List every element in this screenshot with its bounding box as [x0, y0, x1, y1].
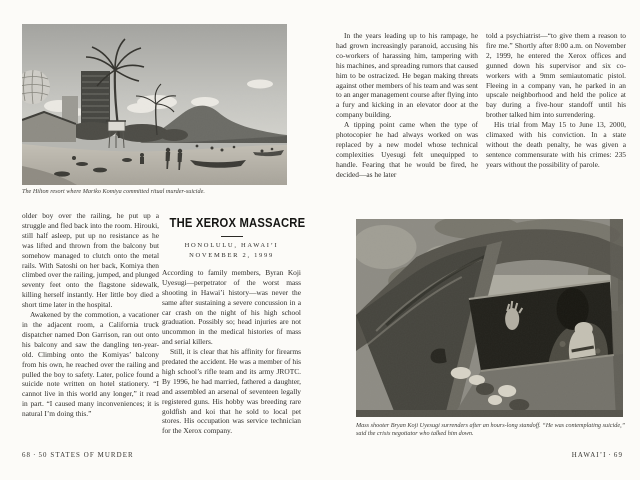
beach-photo-illustration — [22, 24, 287, 185]
footer-separator: · — [33, 452, 37, 459]
book-title: 50 STATES OF MURDER — [38, 452, 134, 459]
paragraph: A tipping point came when the type of photocopier he had always worked on was replaced by a new model whose technical complexities Uyesugi felt unequipped to handle. Fearing that he would be fired, he decided—as he later — [336, 120, 478, 179]
paragraph: told a psychiatrist—“to give them a reason to fire me.” Shortly after 8:00 a.m. on November 2, 1999, he entered the Xerox offices and gunned down his supervisor and six co-workers with a 9mm semiautomatic pistol. Fleeing in a company van, he parked in an upscale neighborhood and held the police at bay during a five-hour standoff until his brother talked him into surrendering. — [486, 31, 626, 120]
surrender-photo-illustration — [356, 219, 623, 417]
right-page-column-1 — [336, 31, 478, 180]
paragraph: Still, it is clear that his affinity for firearms predated the accident. He was a member of his high school’s rifle team and its army JROTC. By 1996, he had married, fathered a daughter, and assembled an arsenal of seventeen legally registered guns. His hobby was breeding rare goldfish and koi that he sold to local pet stores. His occupation was service technician for the Xerox company. — [162, 347, 301, 436]
page-number: 69 — [613, 452, 623, 459]
footer-separator: · — [608, 452, 612, 459]
chapter-body — [162, 268, 301, 436]
chapter-title: THE XEROX MASSACRE — [169, 216, 306, 230]
paragraph: Awakened by the commotion, a vacationer in the adjacent room, a California truck dispatcher named Don Garrison, ran out onto his balcony and saw the dangling ten-year-old. Climbing onto the Komiyas’ balcony from his own, he reached over the railing and pulled the boy to safety. Later, police found a suicide note written on hotel stationery. “I cannot live in this world any longer,” it read in part. “I caused many inconveniences; it is natural I’m doing this.” — [22, 310, 159, 419]
title-divider — [221, 236, 243, 237]
chapter-location: HONOLULU, HAWAI’I — [184, 242, 279, 250]
page-number: 68 — [22, 452, 32, 459]
chapter-column — [162, 214, 306, 436]
beach-photo — [22, 24, 287, 185]
chapter-header — [162, 214, 306, 259]
paragraph: older boy over the railing, he put up a struggle and fled back into the room. Hirouki, still half asleep, put up no resistance as he was lifted and thrown from the balcony but somehow managed to clutch onto the metal rails. With Satoshi on her back, Komiya then climbed over the railing, jumped, and plunged seventy feet onto the flagstone sidewalk, killing herself instantly. Her little boy died a short time later in the hospital. — [22, 211, 159, 310]
paragraph: According to family members, Byran Koji Uyesugi—perpetrator of the worst mass shooting in Hawai’i history—was never the same after sustaining a severe concussion in a car crash on the night of his high school graduation. Possibly so; head injuries are not uncommon in the medical histories of mass and serial killers. — [162, 267, 301, 347]
right-page-column-2 — [486, 31, 626, 170]
surrender-photo — [356, 219, 623, 417]
photo-caption-left: The Hilton resort where Mariko Komiya committed ritual murder-suicide. — [22, 188, 205, 195]
photo-caption-right: Mass shooter Bryan Koji Uyesugi surrenders after an hours-long standoff. “He was contemplating suicide,” said the crisis negotiator who talked him down. — [356, 422, 626, 438]
chapter-name: HAWAI’I — [571, 452, 607, 459]
chapter-date: NOVEMBER 2, 1999 — [189, 251, 274, 259]
footer-right — [572, 452, 623, 459]
left-page-column-1 — [22, 211, 159, 419]
paragraph: In the years leading up to his rampage, he had grown increasingly paranoid, accusing his co-workers of harassing him, tampering with his machines, and spreading rumors that caused him to be ostracized. He began making threats against other members of his team and was sent to an anger management course after flying into a fury and kicking in an elevator door at the company building. — [336, 31, 478, 120]
footer-left — [22, 452, 134, 459]
paragraph: His trial from May 15 to June 13, 2000, climaxed with his conviction. In a state without the death penalty, he was given a sentence commensurate with his crimes: 235 years without the possibility of parole. — [486, 120, 626, 169]
